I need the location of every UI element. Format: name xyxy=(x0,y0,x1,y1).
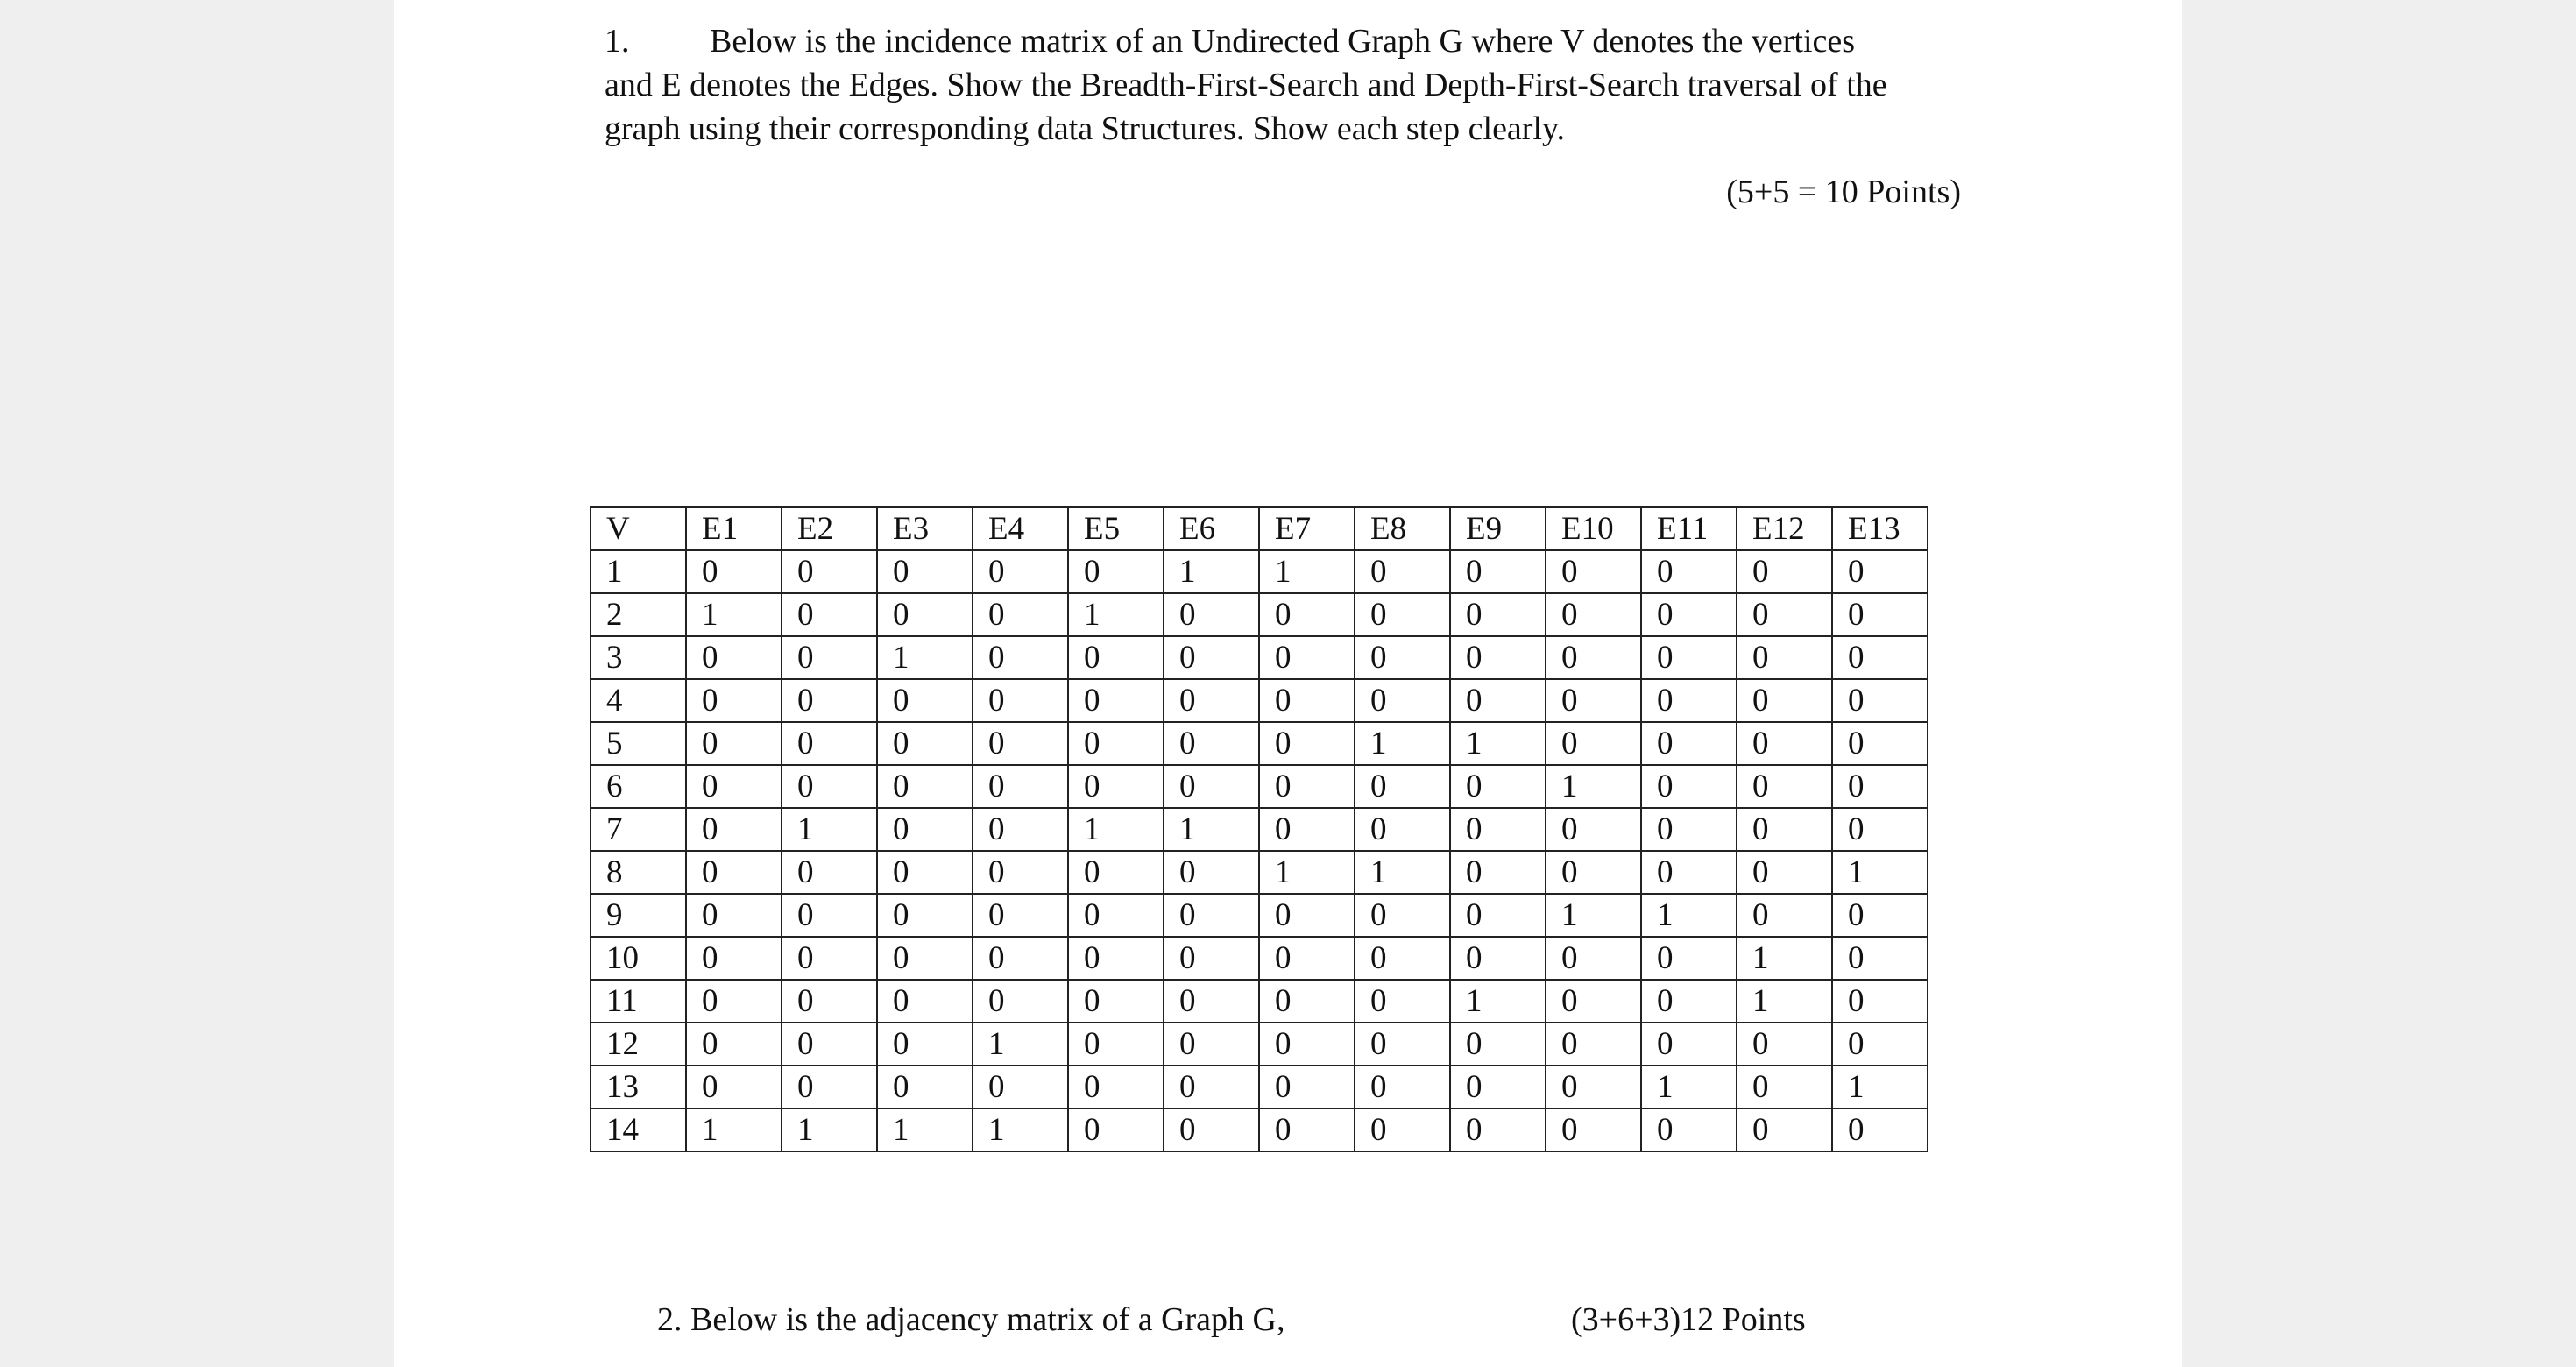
vertex-cell: 13 xyxy=(591,1066,686,1108)
vertex-cell: 12 xyxy=(591,1023,686,1066)
matrix-cell: 0 xyxy=(1259,894,1355,937)
matrix-cell: 0 xyxy=(1450,1108,1546,1151)
matrix-cell: 0 xyxy=(1450,636,1546,679)
matrix-cell: 1 xyxy=(1737,937,1832,980)
matrix-cell: 0 xyxy=(1259,808,1355,851)
matrix-cell: 0 xyxy=(1164,765,1259,808)
matrix-cell: 0 xyxy=(1259,765,1355,808)
matrix-cell: 0 xyxy=(1832,894,1928,937)
matrix-cell: 0 xyxy=(877,808,973,851)
matrix-cell: 0 xyxy=(1641,937,1737,980)
matrix-cell: 0 xyxy=(1259,1023,1355,1066)
matrix-cell: 0 xyxy=(877,851,973,894)
matrix-cell: 0 xyxy=(1450,550,1546,593)
incidence-matrix-table xyxy=(590,506,1928,1152)
matrix-cell: 0 xyxy=(1832,722,1928,765)
matrix-cell: 0 xyxy=(1164,1023,1259,1066)
matrix-cell: 0 xyxy=(1546,722,1641,765)
matrix-cell: 0 xyxy=(973,593,1068,636)
matrix-cell: 0 xyxy=(1164,593,1259,636)
matrix-cell: 0 xyxy=(1641,593,1737,636)
vertex-cell: 1 xyxy=(591,550,686,593)
matrix-cell: 1 xyxy=(973,1108,1068,1151)
matrix-cell: 0 xyxy=(1832,980,1928,1023)
table-row xyxy=(591,808,1928,851)
matrix-cell: 0 xyxy=(1641,550,1737,593)
vertex-cell: 9 xyxy=(591,894,686,937)
matrix-cell: 1 xyxy=(686,593,782,636)
matrix-cell: 1 xyxy=(782,808,877,851)
matrix-cell: 0 xyxy=(686,679,782,722)
matrix-cell: 0 xyxy=(1068,679,1164,722)
matrix-cell: 0 xyxy=(973,808,1068,851)
matrix-cell: 0 xyxy=(1832,679,1928,722)
matrix-cell: 0 xyxy=(686,980,782,1023)
matrix-cell: 0 xyxy=(1259,980,1355,1023)
matrix-cell: 0 xyxy=(877,722,973,765)
matrix-cell: 1 xyxy=(1450,980,1546,1023)
matrix-cell: 0 xyxy=(1832,636,1928,679)
matrix-cell: 0 xyxy=(1068,722,1164,765)
matrix-cell: 0 xyxy=(1068,1108,1164,1151)
matrix-cell: 0 xyxy=(1355,636,1450,679)
matrix-cell: 0 xyxy=(1259,1066,1355,1108)
table-row xyxy=(591,550,1928,593)
matrix-cell: 0 xyxy=(686,765,782,808)
question-2-points: (3+6+3)12 Points xyxy=(1571,1301,1806,1338)
matrix-cell: 0 xyxy=(1164,937,1259,980)
matrix-cell: 1 xyxy=(1164,550,1259,593)
matrix-cell: 0 xyxy=(782,593,877,636)
matrix-cell: 0 xyxy=(1832,937,1928,980)
vertex-cell: 5 xyxy=(591,722,686,765)
matrix-cell: 0 xyxy=(1164,636,1259,679)
matrix-cell: 0 xyxy=(1641,1108,1737,1151)
table-row xyxy=(591,937,1928,980)
column-header: E2 xyxy=(782,507,877,550)
document-page xyxy=(394,0,2182,1367)
matrix-cell: 1 xyxy=(1259,550,1355,593)
matrix-cell: 0 xyxy=(1355,550,1450,593)
vertex-cell: 6 xyxy=(591,765,686,808)
matrix-cell: 0 xyxy=(1164,1066,1259,1108)
matrix-cell: 0 xyxy=(1832,765,1928,808)
question-1-line-1: 1. Below is the incidence matrix of an Undirected Graph G where V denotes the vertices xyxy=(605,19,1971,63)
matrix-cell: 0 xyxy=(877,765,973,808)
matrix-cell: 0 xyxy=(1068,980,1164,1023)
matrix-cell: 0 xyxy=(1068,851,1164,894)
matrix-cell: 0 xyxy=(1355,593,1450,636)
matrix-cell: 0 xyxy=(1164,980,1259,1023)
matrix-cell: 0 xyxy=(1832,550,1928,593)
matrix-cell: 0 xyxy=(877,980,973,1023)
matrix-cell: 1 xyxy=(1259,851,1355,894)
matrix-cell: 0 xyxy=(1737,1023,1832,1066)
column-header: E7 xyxy=(1259,507,1355,550)
table-header-row xyxy=(591,507,1928,550)
table-row xyxy=(591,636,1928,679)
matrix-cell: 0 xyxy=(1641,765,1737,808)
matrix-cell: 0 xyxy=(1546,550,1641,593)
matrix-cell: 0 xyxy=(1068,937,1164,980)
vertex-cell: 2 xyxy=(591,593,686,636)
column-header: E9 xyxy=(1450,507,1546,550)
matrix-cell: 0 xyxy=(1068,1066,1164,1108)
matrix-cell: 0 xyxy=(973,722,1068,765)
matrix-cell: 0 xyxy=(1450,1066,1546,1108)
matrix-cell: 0 xyxy=(1737,550,1832,593)
table-row xyxy=(591,894,1928,937)
matrix-cell: 1 xyxy=(1832,851,1928,894)
matrix-cell: 0 xyxy=(973,679,1068,722)
matrix-cell: 0 xyxy=(1450,1023,1546,1066)
matrix-cell: 0 xyxy=(1546,851,1641,894)
question-1-points: (5+5 = 10 Points) xyxy=(1726,174,1961,210)
matrix-cell: 0 xyxy=(1737,851,1832,894)
matrix-cell: 0 xyxy=(1641,808,1737,851)
matrix-cell: 0 xyxy=(1450,851,1546,894)
matrix-cell: 0 xyxy=(686,851,782,894)
matrix-cell: 0 xyxy=(1546,1066,1641,1108)
matrix-cell: 0 xyxy=(1737,894,1832,937)
matrix-cell: 0 xyxy=(782,765,877,808)
question-1-line-2: and E denotes the Edges. Show the Breadth-First-Search and Depth-First-Search traversal of the xyxy=(605,67,1887,103)
matrix-cell: 0 xyxy=(1546,808,1641,851)
matrix-cell: 0 xyxy=(1259,679,1355,722)
matrix-cell: 0 xyxy=(782,636,877,679)
matrix-cell: 0 xyxy=(1068,636,1164,679)
matrix-cell: 1 xyxy=(1737,980,1832,1023)
column-header: E11 xyxy=(1641,507,1737,550)
matrix-cell: 1 xyxy=(1164,808,1259,851)
matrix-cell: 1 xyxy=(782,1108,877,1151)
matrix-cell: 0 xyxy=(1546,980,1641,1023)
column-header: E4 xyxy=(973,507,1068,550)
matrix-cell: 0 xyxy=(1737,593,1832,636)
matrix-cell: 0 xyxy=(1450,808,1546,851)
matrix-cell: 0 xyxy=(1832,1023,1928,1066)
table-row xyxy=(591,1023,1928,1066)
matrix-cell: 1 xyxy=(686,1108,782,1151)
matrix-cell: 1 xyxy=(1450,722,1546,765)
matrix-cell: 0 xyxy=(973,550,1068,593)
matrix-cell: 0 xyxy=(782,550,877,593)
matrix-cell: 0 xyxy=(686,894,782,937)
question-1-number: 1. xyxy=(605,23,630,60)
matrix-cell: 1 xyxy=(973,1023,1068,1066)
matrix-cell: 0 xyxy=(973,894,1068,937)
table-row xyxy=(591,851,1928,894)
matrix-cell: 0 xyxy=(1259,937,1355,980)
matrix-cell: 0 xyxy=(973,980,1068,1023)
matrix-cell: 1 xyxy=(1641,894,1737,937)
table-row xyxy=(591,593,1928,636)
table-row xyxy=(591,765,1928,808)
matrix-cell: 0 xyxy=(1355,980,1450,1023)
column-header: E13 xyxy=(1832,507,1928,550)
matrix-cell: 0 xyxy=(782,679,877,722)
matrix-cell: 0 xyxy=(1832,593,1928,636)
matrix-cell: 0 xyxy=(1450,765,1546,808)
table-row xyxy=(591,722,1928,765)
matrix-cell: 0 xyxy=(1641,851,1737,894)
column-header: E10 xyxy=(1546,507,1641,550)
matrix-cell: 0 xyxy=(877,593,973,636)
matrix-cell: 0 xyxy=(686,722,782,765)
matrix-cell: 0 xyxy=(1737,636,1832,679)
matrix-cell: 0 xyxy=(1832,1108,1928,1151)
matrix-cell: 0 xyxy=(1259,1108,1355,1151)
matrix-cell: 1 xyxy=(1546,765,1641,808)
matrix-cell: 0 xyxy=(1737,808,1832,851)
matrix-cell: 0 xyxy=(1450,937,1546,980)
matrix-cell: 0 xyxy=(1737,679,1832,722)
matrix-cell: 1 xyxy=(1068,593,1164,636)
matrix-cell: 0 xyxy=(686,808,782,851)
matrix-cell: 0 xyxy=(686,636,782,679)
matrix-cell: 0 xyxy=(973,1066,1068,1108)
matrix-cell: 0 xyxy=(877,1023,973,1066)
matrix-cell: 1 xyxy=(1355,722,1450,765)
matrix-cell: 0 xyxy=(1641,722,1737,765)
matrix-cell: 0 xyxy=(686,937,782,980)
matrix-cell: 0 xyxy=(1355,679,1450,722)
vertex-cell: 14 xyxy=(591,1108,686,1151)
matrix-cell: 0 xyxy=(1546,679,1641,722)
matrix-cell: 1 xyxy=(877,1108,973,1151)
matrix-cell: 0 xyxy=(686,1066,782,1108)
vertex-cell: 8 xyxy=(591,851,686,894)
vertex-cell: 10 xyxy=(591,937,686,980)
matrix-cell: 0 xyxy=(1259,636,1355,679)
matrix-cell: 0 xyxy=(1546,937,1641,980)
matrix-cell: 1 xyxy=(1068,808,1164,851)
matrix-cell: 0 xyxy=(1641,679,1737,722)
matrix-cell: 0 xyxy=(1068,1023,1164,1066)
matrix-cell: 0 xyxy=(1832,808,1928,851)
table-row xyxy=(591,1108,1928,1151)
matrix-cell: 0 xyxy=(1546,1108,1641,1151)
matrix-cell: 0 xyxy=(1450,593,1546,636)
matrix-cell: 0 xyxy=(1164,894,1259,937)
matrix-cell: 0 xyxy=(1355,1108,1450,1151)
matrix-cell: 1 xyxy=(877,636,973,679)
table-row xyxy=(591,679,1928,722)
matrix-cell: 0 xyxy=(782,851,877,894)
matrix-cell: 0 xyxy=(1641,980,1737,1023)
question-1-line-3: graph using their corresponding data Structures. Show each step clearly. xyxy=(605,110,1566,147)
column-header: E1 xyxy=(686,507,782,550)
matrix-cell: 0 xyxy=(1164,1108,1259,1151)
matrix-cell: 0 xyxy=(782,937,877,980)
matrix-cell: 0 xyxy=(1450,894,1546,937)
matrix-cell: 0 xyxy=(782,1066,877,1108)
table-row xyxy=(591,1066,1928,1108)
matrix-cell: 0 xyxy=(782,722,877,765)
column-header: E3 xyxy=(877,507,973,550)
column-header: V xyxy=(591,507,686,550)
matrix-cell: 0 xyxy=(973,851,1068,894)
matrix-cell: 0 xyxy=(1355,937,1450,980)
matrix-cell: 0 xyxy=(1546,1023,1641,1066)
matrix-cell: 0 xyxy=(1546,593,1641,636)
matrix-cell: 0 xyxy=(1737,722,1832,765)
matrix-cell: 0 xyxy=(1355,808,1450,851)
matrix-cell: 0 xyxy=(686,1023,782,1066)
matrix-cell: 0 xyxy=(782,980,877,1023)
matrix-cell: 0 xyxy=(877,1066,973,1108)
matrix-cell: 0 xyxy=(877,937,973,980)
matrix-cell: 0 xyxy=(1355,765,1450,808)
column-header: E6 xyxy=(1164,507,1259,550)
matrix-cell: 0 xyxy=(1259,593,1355,636)
column-header: E8 xyxy=(1355,507,1450,550)
matrix-cell: 0 xyxy=(973,765,1068,808)
matrix-cell: 0 xyxy=(877,894,973,937)
matrix-cell: 0 xyxy=(1450,679,1546,722)
table-row xyxy=(591,980,1928,1023)
vertex-cell: 11 xyxy=(591,980,686,1023)
matrix-cell: 0 xyxy=(686,550,782,593)
matrix-cell: 1 xyxy=(1832,1066,1928,1108)
matrix-cell: 0 xyxy=(1641,636,1737,679)
question-2-text: 2. Below is the adjacency matrix of a Graph G, xyxy=(657,1301,1285,1338)
matrix-cell: 0 xyxy=(1068,894,1164,937)
matrix-cell: 1 xyxy=(1641,1066,1737,1108)
matrix-cell: 0 xyxy=(1737,1066,1832,1108)
matrix-cell: 0 xyxy=(877,679,973,722)
matrix-cell: 0 xyxy=(973,636,1068,679)
question-1 xyxy=(605,19,1971,151)
matrix-cell: 0 xyxy=(1068,550,1164,593)
matrix-cell: 0 xyxy=(1737,1108,1832,1151)
matrix-cell: 0 xyxy=(1164,851,1259,894)
matrix-cell: 0 xyxy=(782,1023,877,1066)
matrix-cell: 1 xyxy=(1355,851,1450,894)
matrix-cell: 0 xyxy=(1355,894,1450,937)
matrix-cell: 0 xyxy=(973,937,1068,980)
matrix-cell: 0 xyxy=(1355,1066,1450,1108)
matrix-cell: 1 xyxy=(1546,894,1641,937)
matrix-cell: 0 xyxy=(1259,722,1355,765)
column-header: E5 xyxy=(1068,507,1164,550)
matrix-cell: 0 xyxy=(877,550,973,593)
column-header: E12 xyxy=(1737,507,1832,550)
matrix-cell: 0 xyxy=(782,894,877,937)
matrix-cell: 0 xyxy=(1068,765,1164,808)
matrix-cell: 0 xyxy=(1164,679,1259,722)
matrix-cell: 0 xyxy=(1546,636,1641,679)
vertex-cell: 4 xyxy=(591,679,686,722)
matrix-cell: 0 xyxy=(1737,765,1832,808)
vertex-cell: 7 xyxy=(591,808,686,851)
matrix-cell: 0 xyxy=(1355,1023,1450,1066)
matrix-cell: 0 xyxy=(1164,722,1259,765)
vertex-cell: 3 xyxy=(591,636,686,679)
matrix-cell: 0 xyxy=(1641,1023,1737,1066)
